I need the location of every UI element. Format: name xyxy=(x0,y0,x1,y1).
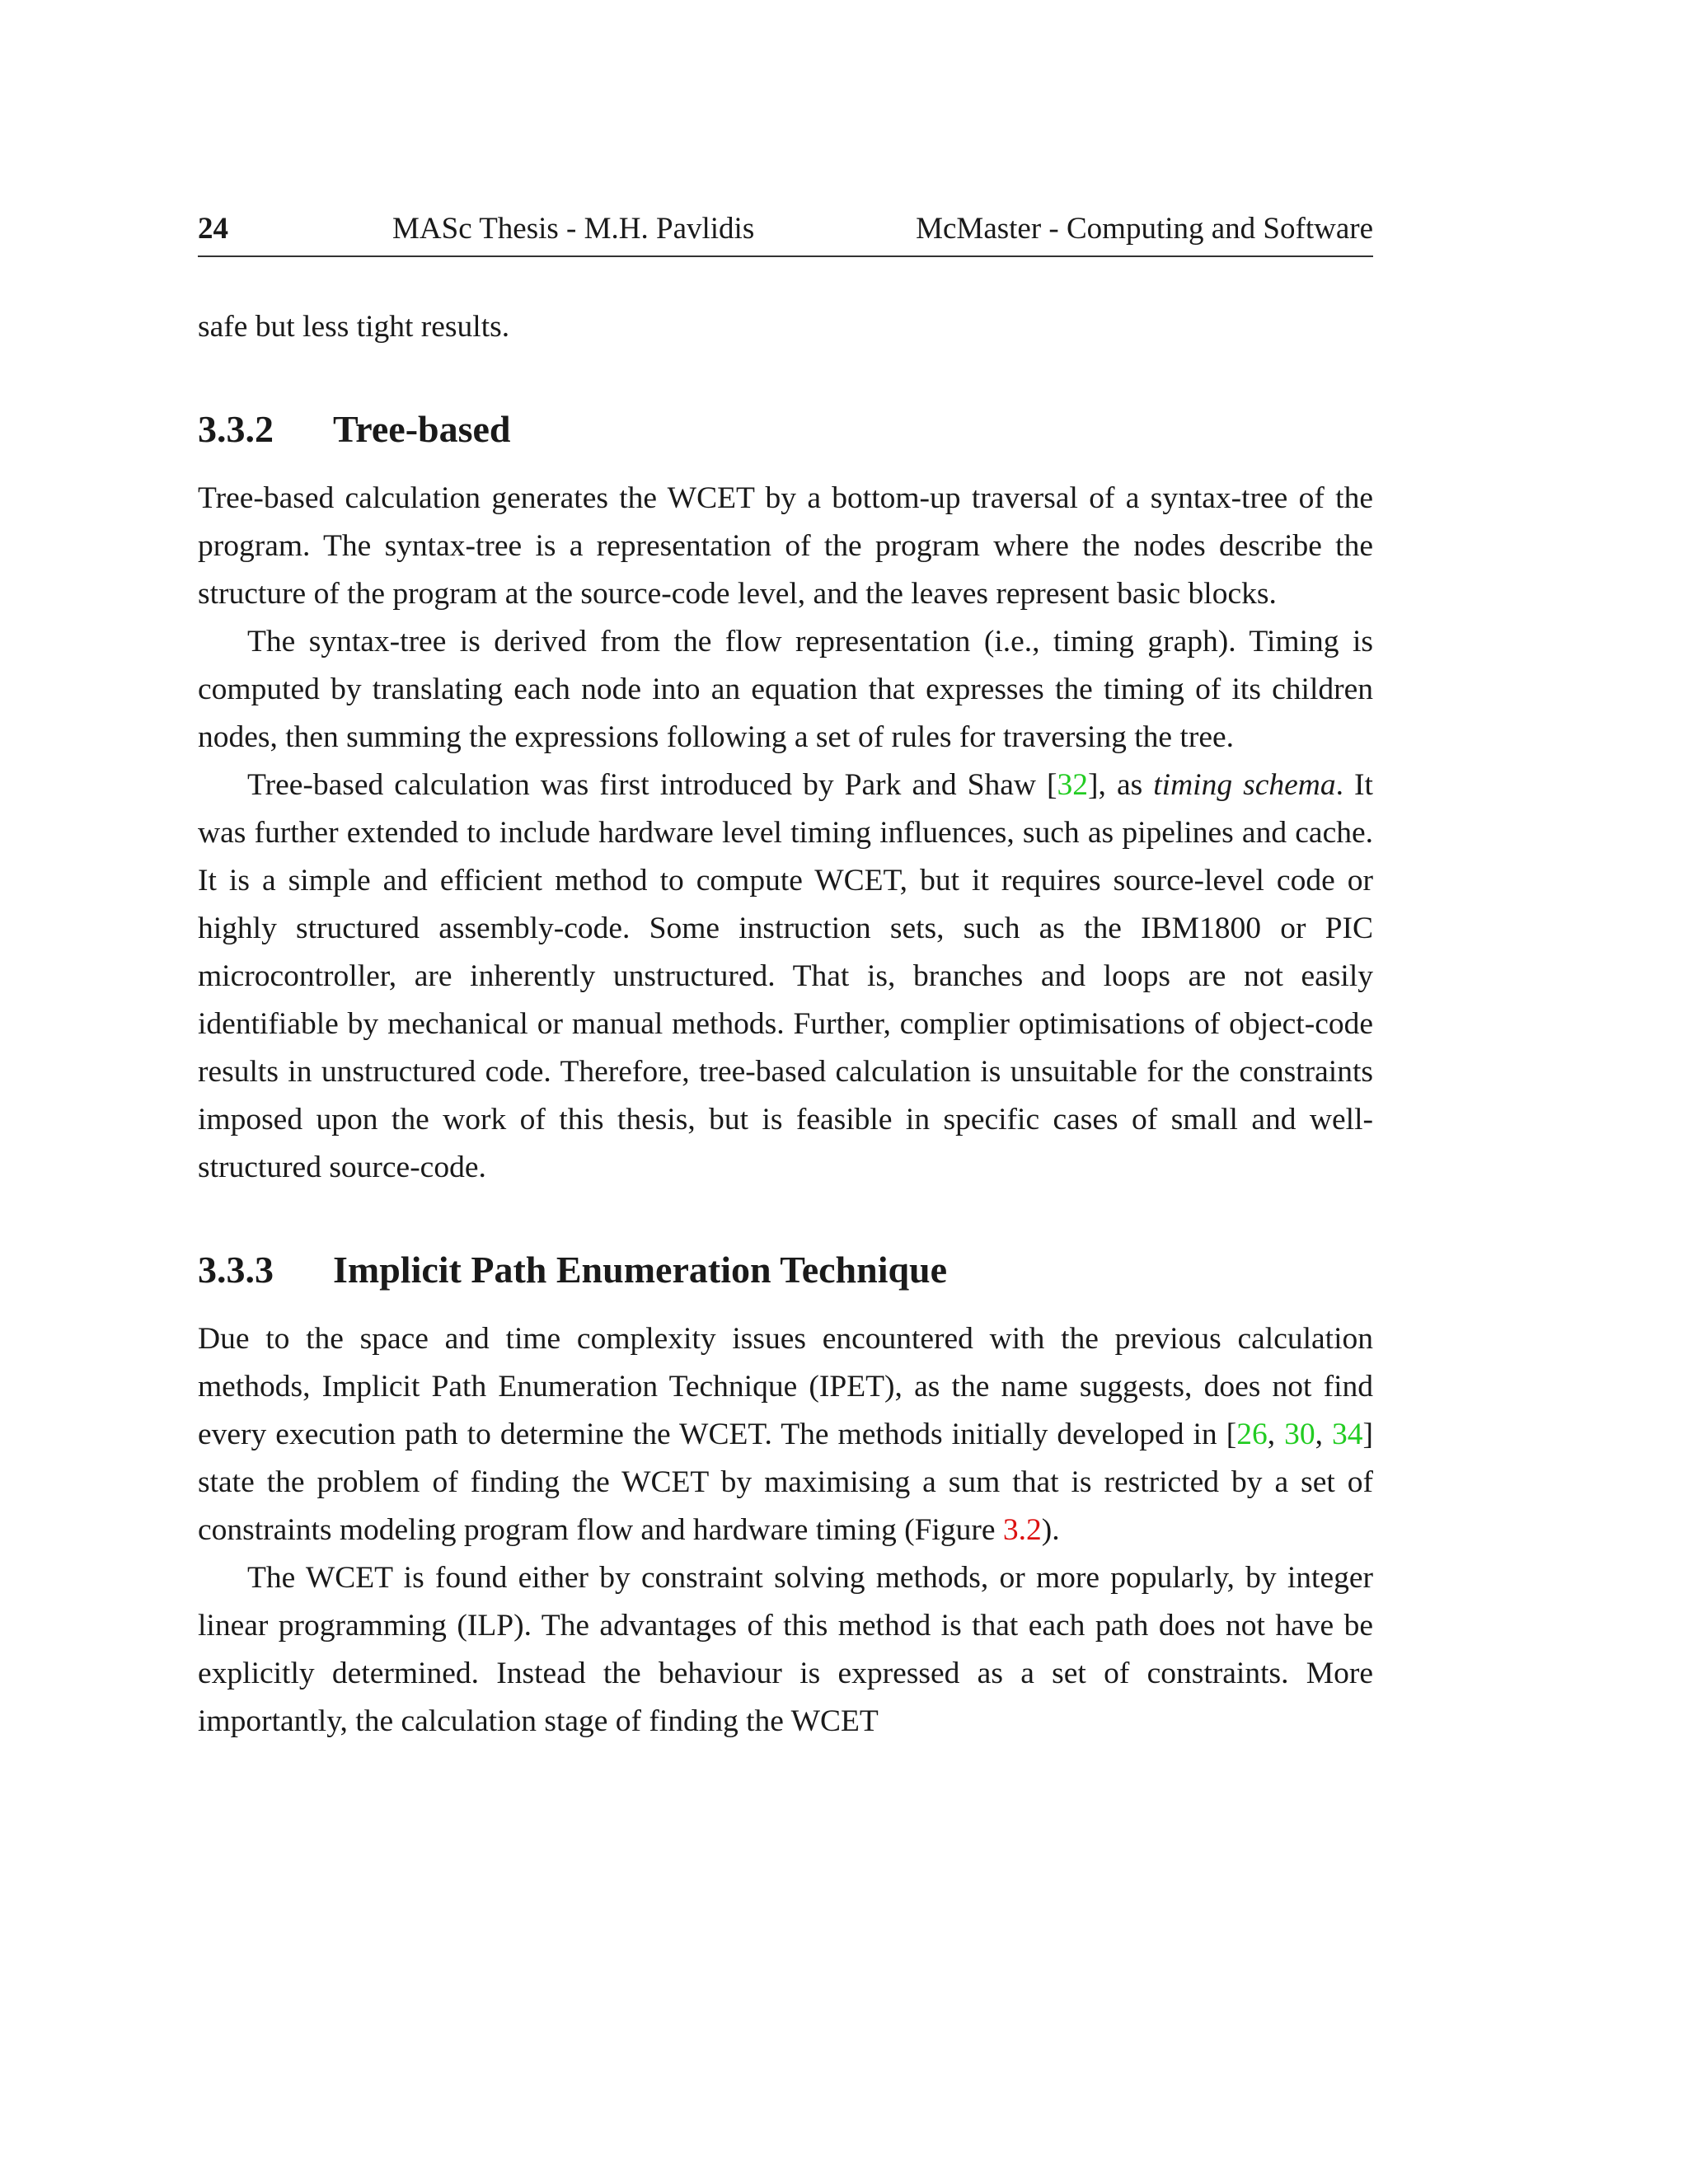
emphasis-term: timing schema xyxy=(1153,768,1336,802)
page-body xyxy=(198,303,1373,1746)
section-heading-3-3-2 xyxy=(198,405,1373,453)
text-run: . It was further extended to include hardware level timing influences, such as pipelines and cache. It is a simple and efficient method to compute WCET, but it requires source-level code or highly structured assembly-code. Some instruction sets, such as the IBM1800 or PIC microcontroller, are inherently unstructured. That is, branches and loops are not easily identifiable by mechanical or manual methods. Further, complier optimisations of object-code results in unstructured code. Therefore, tree-based calculation is unsuitable for the constraints imposed upon the work of this thesis, but is feasible in specific cases of small and well-structured source-code. xyxy=(198,768,1373,1184)
header-department: McMaster - Computing and Software xyxy=(916,212,1373,246)
text-run: ], as xyxy=(1088,768,1154,802)
citation-link[interactable]: 32 xyxy=(1057,768,1089,802)
continuation-paragraph: safe but less tight results. xyxy=(198,310,510,344)
section-number: 3.3.3 xyxy=(198,1249,274,1291)
paragraph-ipet-1 xyxy=(198,1315,1373,1554)
paragraph-ipet-2: The WCET is found either by constraint solving methods, or more popularly, by integer linear programming (ILP). The advantages of this method is that each path does not have be explicitly determined. Instead the behaviour is expressed as a set of constraints. More importantly, the calculation stage of finding the WCET xyxy=(198,1561,1373,1738)
text-run: Tree-based calculation was first introduced by Park and Shaw [ xyxy=(247,768,1057,802)
paragraph-tree-based-3 xyxy=(198,762,1373,1192)
running-header xyxy=(198,206,1373,257)
text-run: , xyxy=(1267,1418,1285,1451)
paragraph-tree-based-2: The syntax-tree is derived from the flow representation (i.e., timing graph). Timing is computed by translating each node into an equation that expresses the timing of its children nodes, then summing the expressions following a set of rules for traversing the tree. xyxy=(198,625,1373,754)
paragraph-tree-based-1: Tree-based calculation generates the WCET by a bottom-up traversal of a syntax-tree of the program. The syntax-tree is a representation of the program where the nodes describe the structure of the program at the source-code level, and the leaves represent basic blocks. xyxy=(198,481,1373,611)
figure-reference-link[interactable]: 3.2 xyxy=(1002,1513,1042,1547)
section-number: 3.3.2 xyxy=(198,408,274,450)
citation-link[interactable]: 34 xyxy=(1332,1418,1363,1451)
text-run: Due to the space and time complexity issues encountered with the previous calculation methods, Implicit Path Enumeration Technique (IPET), as the name suggests, does not find every execution path to determine the WCET. The methods initially developed in [ xyxy=(198,1322,1373,1451)
citation-link[interactable]: 26 xyxy=(1236,1418,1268,1451)
citation-link[interactable]: 30 xyxy=(1284,1418,1315,1451)
page-number: 24 xyxy=(198,212,228,246)
text-run: ] state the problem of finding the WCET by maximising a sum that is restricted by a set of constraints modeling program flow and hardware timing (Figure xyxy=(198,1418,1374,1547)
section-title: Implicit Path Enumeration Technique xyxy=(333,1249,948,1291)
section-title: Tree-based xyxy=(333,408,511,450)
section-heading-3-3-3 xyxy=(198,1246,1373,1294)
text-run: , xyxy=(1315,1418,1333,1451)
header-thesis-title: MASc Thesis - M.H. Pavlidis xyxy=(392,212,755,246)
text-run: ). xyxy=(1041,1513,1060,1547)
